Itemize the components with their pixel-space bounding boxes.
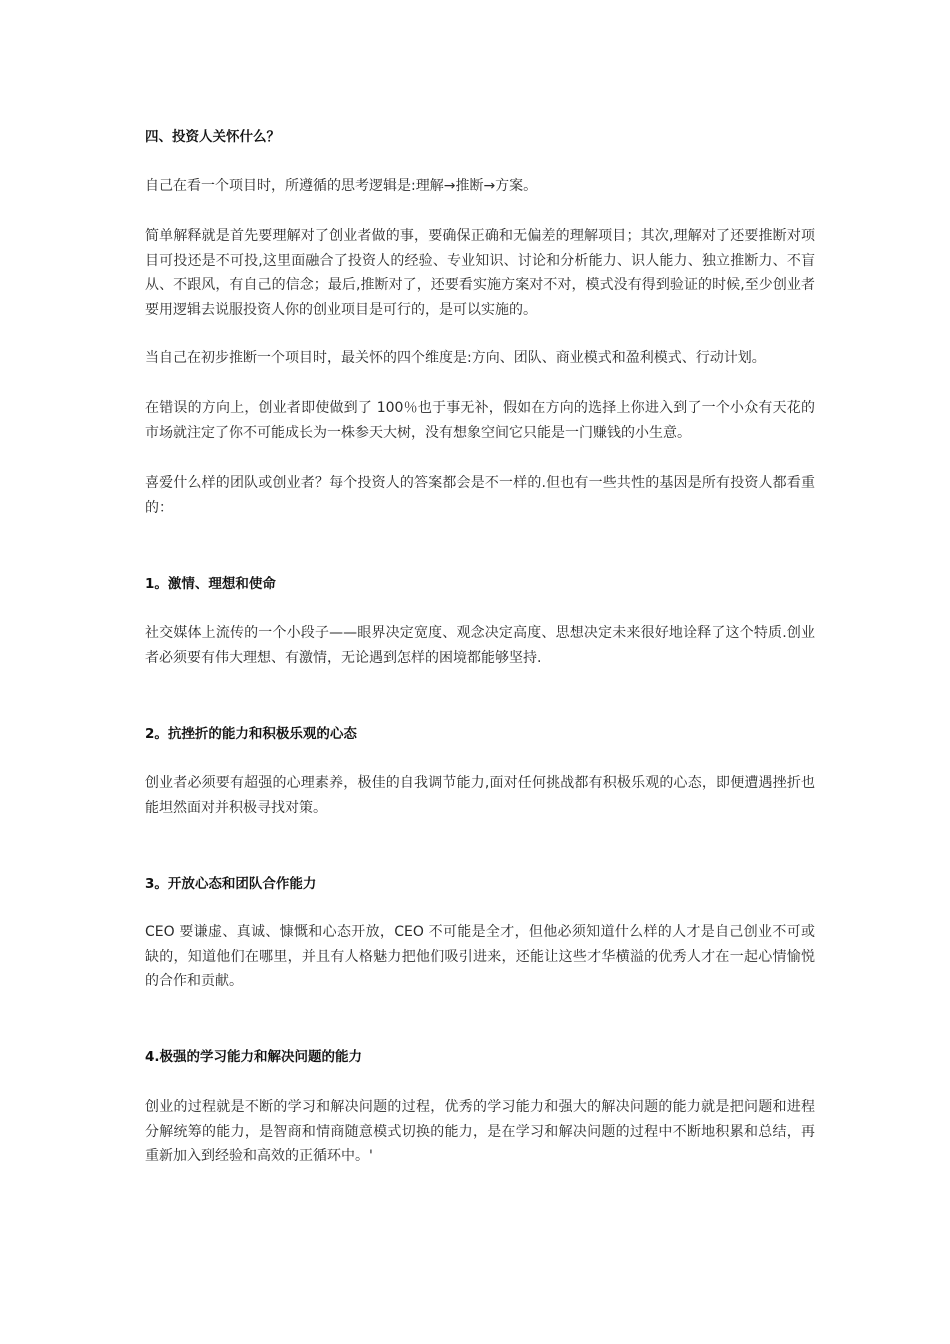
paragraph-direction: 在错误的方向上，创业者即使做到了 100％也于事无补，假如在方向的选择上你进入到了一个小众有天花的市场就注定了你不可能成长为一株参天大树，没有想象空间它只能是一门赚钱的小生意。 (145, 400, 815, 441)
paragraph-dimensions: 当自己在初步推断一个项目时，最关怀的四个维度是:方向、团队、商业模式和盈利模式、行动计划。 (145, 350, 766, 366)
paragraph-team: 喜爱什么样的团队或创业者？每个投资人的答案都会是不一样的.但也有一些共性的基因是所有投资人都看重的： (145, 475, 815, 516)
item-3-body: CEO 要谦虚、真诚、慷慨和心态开放，CEO 不可能是全才，但他必须知道什么样的人才是自己创业不可或缺的，知道他们在哪里，并且有人格魅力把他们吸引进来，还能让这些才华横溢的优秀人才在一起心情愉悦的合作和贡献。 (145, 924, 815, 989)
item-1-body: 社交媒体上流传的一个小段子——眼界决定宽度、观念决定高度、思想决定未来很好地诠释了这个特质.创业者必须要有伟大理想、有激情，无论遇到怎样的困境都能够坚持. (145, 625, 815, 666)
paragraph-explain: 简单解释就是首先要理解对了创业者做的事，要确保正确和无偏差的理解项目；其次,理解对了还要推断对项目可投还是不可投,这里面融合了投资人的经验、专业知识、讨论和分析能力、识人能力、独立推断力、不盲从、不跟风，有自己的信念；最后,推断对了，还要看实施方案对不对，模式没有得到验证的时候,至少创业者要用逻辑去说服投资人你的创业项目是可行的，是可以实施的。 (145, 228, 815, 318)
item-4-body: 创业的过程就是不断的学习和解决问题的过程，优秀的学习能力和强大的解决问题的能力就是把问题和进程分解统筹的能力，是智商和情商随意模式切换的能力，是在学习和解决问题的过程中不断地积累和总结，再重新加入到经验和高效的正循环中。' (145, 1099, 815, 1164)
item-4-title: 4.极强的学习能力和解决问题的能力 (145, 1049, 363, 1065)
item-2-title: 2。抗挫折的能力和积极乐观的心态 (145, 726, 357, 742)
section-title: 四、投资人关怀什么？ (145, 129, 280, 145)
item-1-title: 1。激情、理想和使命 (145, 576, 276, 592)
paragraph-logic: 自己在看一个项目时，所遵循的思考逻辑是:理解→推断→方案。 (145, 178, 538, 194)
item-3-title: 3。开放心态和团队合作能力 (145, 876, 317, 892)
item-2-body: 创业者必须要有超强的心理素养，极佳的自我调节能力,面对任何挑战都有积极乐观的心态，即便遭遇挫折也能坦然面对并积极寻找对策。 (145, 775, 815, 816)
